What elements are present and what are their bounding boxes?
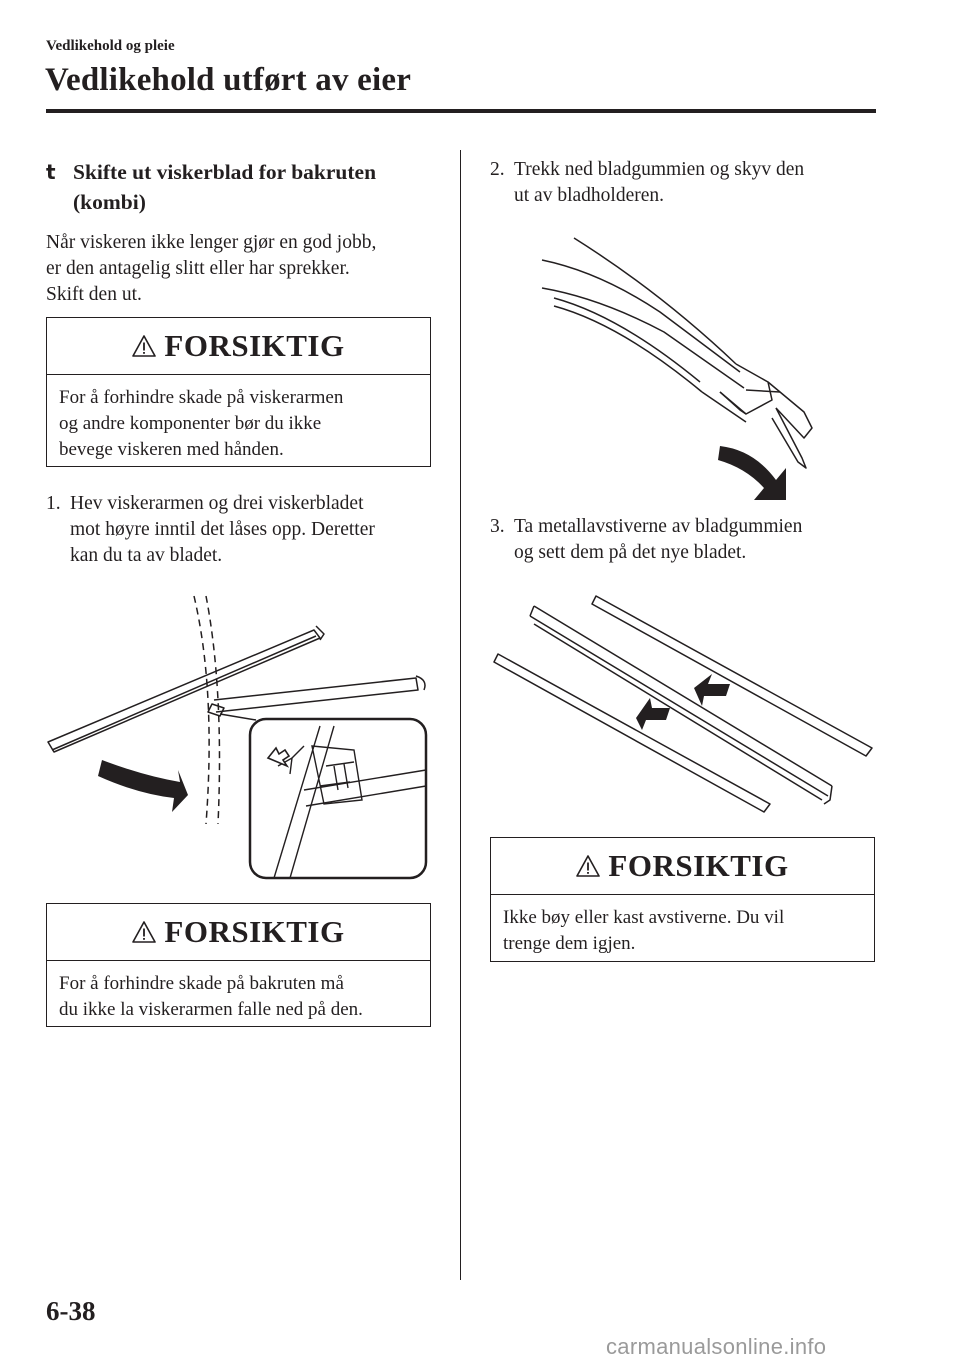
caution-line: bevege viskeren med hånden. bbox=[59, 439, 284, 460]
warning-triangle-icon bbox=[576, 854, 600, 878]
caution-text bbox=[491, 895, 874, 957]
section-label: Vedlikehold og pleie bbox=[46, 38, 175, 54]
heading-rule bbox=[46, 109, 876, 113]
caution-title: FORSIKTIG bbox=[164, 328, 345, 363]
step-line: ut av bladholderen. bbox=[514, 185, 664, 206]
caution-title: FORSIKTIG bbox=[608, 848, 789, 883]
step-line: Trekk ned bladgummien og skyv den bbox=[514, 159, 805, 180]
step-3 bbox=[490, 514, 890, 566]
heading-marker: t bbox=[46, 160, 56, 184]
page-title: Vedlikehold utført av eier bbox=[45, 62, 412, 98]
step-2 bbox=[490, 157, 890, 209]
caution-line: For å forhindre skade på viskerarmen bbox=[59, 387, 344, 408]
sub-heading bbox=[46, 157, 446, 217]
step-line: Ta metallavstiverne av bladgummien bbox=[514, 516, 803, 537]
intro-line: er den antagelig slitt eller har sprekker. bbox=[46, 258, 350, 279]
column-divider bbox=[460, 150, 461, 1280]
heading-line-1: Skifte ut viskerblad for bakruten bbox=[73, 160, 377, 184]
step-1 bbox=[46, 491, 466, 569]
step-line: og sett dem på det nye bladet. bbox=[514, 542, 747, 563]
caution-line: Ikke bøy eller kast avstiverne. Du vil bbox=[503, 907, 785, 928]
step-line: Hev viskerarmen og drei viskerbladet bbox=[70, 493, 364, 514]
caution-header bbox=[47, 904, 430, 961]
caution-header bbox=[491, 838, 874, 895]
caution-line: og andre komponenter bør du ikke bbox=[59, 413, 322, 434]
wiper-blade-removal-illustration bbox=[44, 590, 434, 885]
step-number: 3. bbox=[490, 516, 505, 537]
intro-paragraph bbox=[46, 230, 446, 308]
page-number: 6-38 bbox=[46, 1296, 96, 1326]
warning-triangle-icon bbox=[132, 334, 156, 358]
caution-header bbox=[47, 318, 430, 375]
caution-box-3 bbox=[490, 837, 875, 962]
caution-box-1 bbox=[46, 317, 431, 467]
step-number: 2. bbox=[490, 159, 505, 180]
caution-line: trenge dem igjen. bbox=[503, 933, 636, 954]
caution-text bbox=[47, 375, 430, 463]
caution-line: du ikke la viskerarmen falle ned på den. bbox=[59, 999, 363, 1020]
heading-line-2: (kombi) bbox=[73, 190, 146, 214]
watermark: carmanualsonline.info bbox=[606, 1334, 827, 1359]
caution-title: FORSIKTIG bbox=[164, 914, 345, 949]
blade-rubber-illustration bbox=[540, 232, 830, 507]
step-number: 1. bbox=[46, 493, 61, 514]
caution-line: For å forhindre skade på bakruten må bbox=[59, 973, 344, 994]
step-line: kan du ta av bladet. bbox=[70, 545, 223, 566]
intro-line: Skift den ut. bbox=[46, 284, 142, 305]
caution-text bbox=[47, 961, 430, 1023]
caution-box-2 bbox=[46, 903, 431, 1027]
step-line: mot høyre inntil det låses opp. Deretter bbox=[70, 519, 375, 540]
intro-line: Når viskeren ikke lenger gjør en god jobb, bbox=[46, 232, 377, 253]
metal-stiffeners-illustration bbox=[490, 590, 875, 815]
warning-triangle-icon bbox=[132, 920, 156, 944]
